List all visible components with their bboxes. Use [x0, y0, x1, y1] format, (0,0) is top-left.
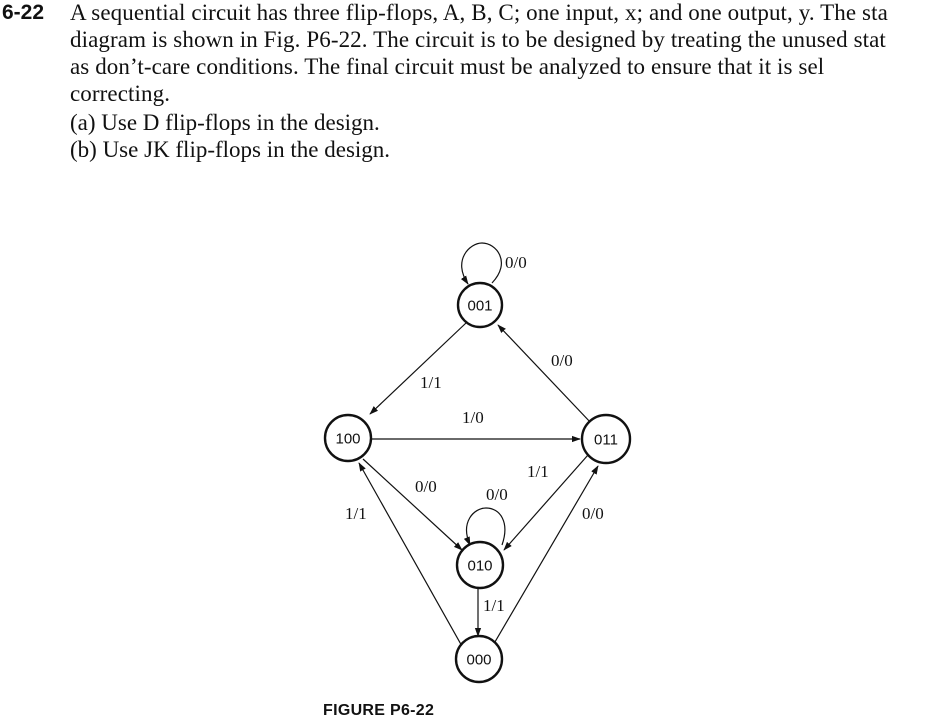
- state-001-label: 001: [467, 297, 493, 315]
- label-001-to-100: 1/1: [420, 373, 442, 392]
- label-100-to-010: 0/0: [415, 477, 437, 496]
- edge-001-to-100: [370, 323, 466, 414]
- problem-number: 6-22: [2, 1, 45, 24]
- edge-000-to-100: [359, 463, 463, 648]
- problem-text-line-1: A sequential circuit has three flip-flops, A, B, C; one input, x; and one output, y. The sta: [70, 0, 888, 25]
- state-010-label: 010: [467, 557, 493, 575]
- state-100-label: 100: [335, 430, 361, 448]
- state-001: [458, 283, 502, 327]
- edge-011-to-001: [498, 325, 592, 424]
- state-011-label: 011: [594, 431, 618, 449]
- problem-text-line-2: diagram is shown in Fig. P6-22. The circuit is to be designed by treating the unused stat: [70, 27, 886, 52]
- state-000: [456, 636, 502, 682]
- label-self-010: 0/0: [486, 485, 508, 504]
- state-100: [325, 415, 371, 461]
- label-000-to-100: 1/1: [345, 504, 367, 523]
- problem-text-line-4: correcting.: [70, 81, 171, 106]
- self-loop-001: [462, 243, 502, 284]
- label-011-to-010: 1/1: [527, 462, 549, 481]
- figure-caption: FIGURE P6-22: [323, 702, 435, 719]
- part-b: (b) Use JK flip-flops in the design.: [70, 137, 391, 162]
- state-000-label: 000: [466, 651, 492, 669]
- label-100-to-011: 1/0: [462, 408, 484, 427]
- label-010-to-000: 1/1: [483, 596, 505, 615]
- edge-100-to-010: [363, 459, 462, 550]
- state-011: [582, 415, 630, 463]
- self-loop-010: [467, 508, 505, 545]
- edge-000-to-011: [492, 466, 598, 647]
- part-a: (a) Use D flip-flops in the design.: [70, 110, 380, 135]
- label-011-to-001: 0/0: [551, 351, 573, 370]
- label-000-to-011: 0/0: [582, 504, 604, 523]
- problem-text-line-3: as don’t-care conditions. The final circuit must be analyzed to ensure that it is sel: [70, 54, 825, 79]
- state-010: [457, 542, 503, 588]
- label-self-001: 0/0: [505, 253, 527, 272]
